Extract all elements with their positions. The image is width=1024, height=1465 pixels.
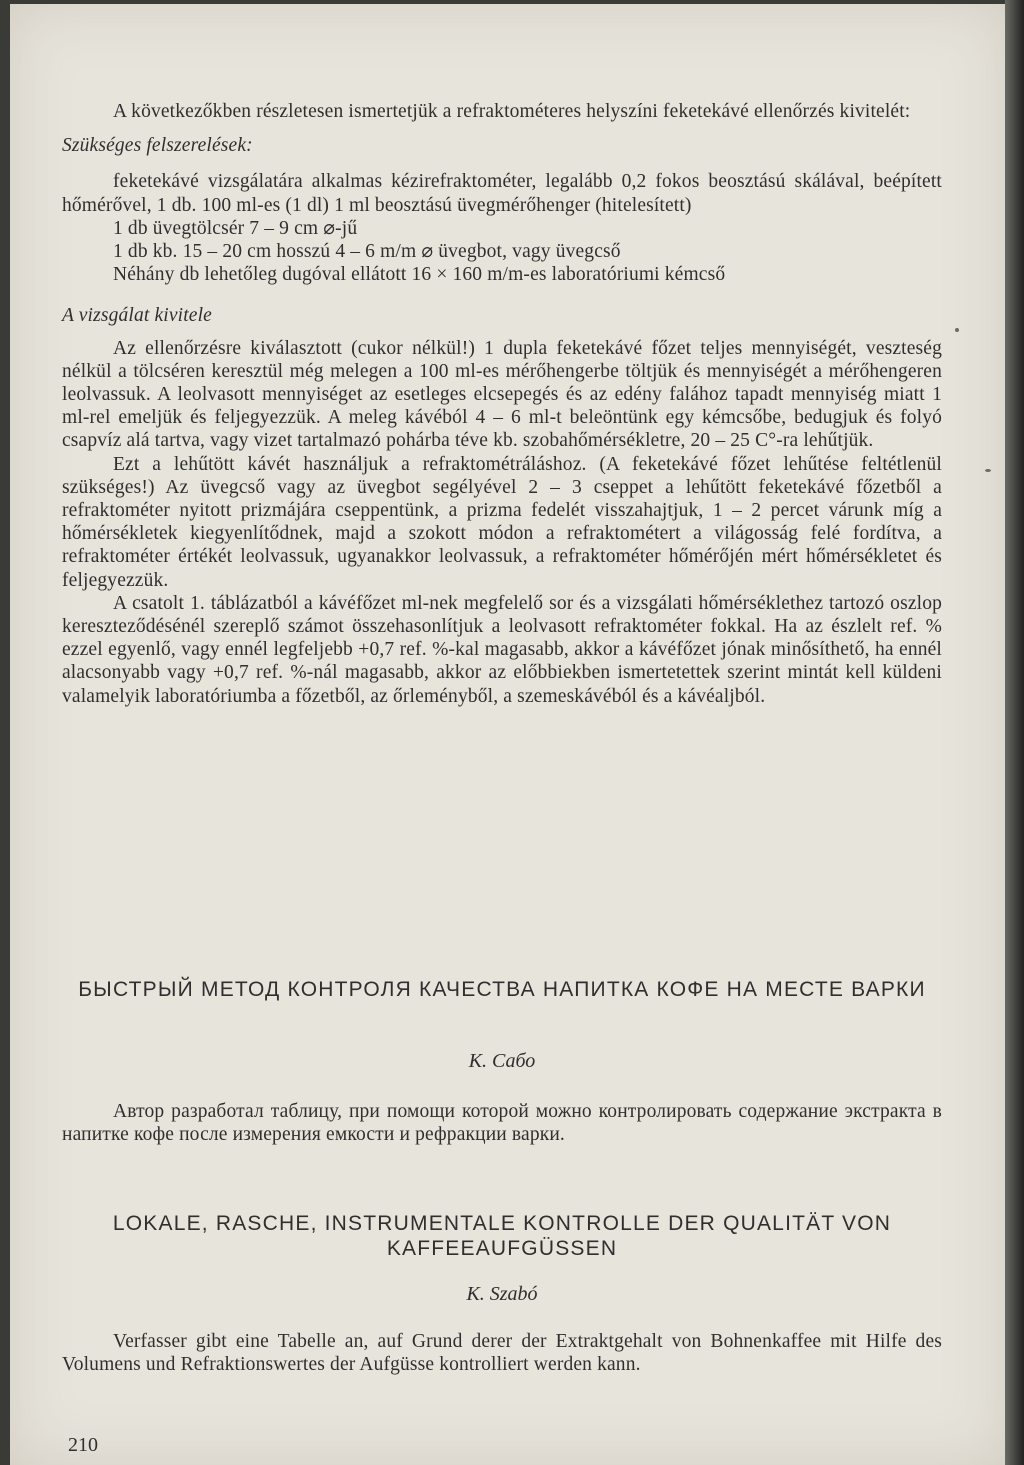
equipment-item-3: 1 db kb. 15 – 20 cm hosszú 4 – 6 m/m ⌀ üvegbot, vagy üvegcső [113,241,621,263]
german-abstract-text: Verfasser gibt eine Tabelle an, auf Grund derer der Extraktgehalt von Bohnenkaffee mit Hilfe des Volumens und Refraktionswertes der Aufgüsse kontrolliert werden kann. [62,1331,942,1376]
equipment-item-4: Néhány db lehetőleg dugóval ellátott 16 × 160 m/m-es laboratóriumi kémcső [113,264,726,286]
russian-title: БЫСТРЫЙ МЕТОД КОНТРОЛЯ КАЧЕСТВА НАПИТКА КОФЕ НА МЕСТЕ ВАРКИ [78,978,926,1001]
procedure-paragraph-1: Az ellenőrzésre kiválasztott (cukor nélkül!) 1 dupla feketekávé főzet teljes mennyiségét, veszteség nélkül a tölcséren keresztül még melegen a 100 ml-es mérőhengerbe töltjük és mennyiségét a mérőhengeren leolvassuk. A leolvasott mennyiséget az esetleges elcsepegés és az edény falához tapadt mennyiség miatt 1 ml-rel emeljük és feljegyezzük. A meleg kávéból 4 – 6 ml-t beleöntünk egy kémcsőbe, bedugjuk és folyó csapvíz alá tartva, vagy vizet tartalmazó pohárba téve kb. szobahőmérsékletre, 20 – 25 C°-ra lehűtjük. [62,337,942,452]
procedure-paragraph-3: A csatolt 1. táblázatból a kávéfőzet ml-nek megfelelő sor és a vizsgálati hőmérséklethez tartozó oszlop kereszteződésénél szereplő számot összehasonlítjuk a leolvasott refraktométer fokkal. Ha az észlelt ref. % ezzel egyenlő, vagy ennél legfeljebb +0,7 ref. %-kal magasabb, akkor a kávéfőzet jónak minősíthető, ha ennél alacsonyabb vagy +0,7 ref. %-nál magasabb, akkor az előbbiekben ismertetettek szerint mintát kell küldeni valamelyik laboratóriumba a főzetből, az őrleményből, a szemeskávéból és a kávéaljból. [62,592,942,707]
document-page [10,4,1005,1465]
page-number: 210 [68,1434,98,1456]
procedure-paragraph-2: Ezt a lehűtött kávét használjuk a refraktométráláshoz. (A feketekávé főzet lehűtése feltétlenül szükséges!) Az üvegcső vagy az üvegbot segélyével 2 – 3 cseppet a lehűtött feketekávé főzetből a refraktométer nyitott prizmájára cseppentünk, a prizma fedelét visszahajtjuk, 1 – 2 percet várunk míg a hőmérsékletek kiegyenlítődnek, majd a szokott módon a refraktométert a világosság felé fordítva, a refraktométer értékét leolvassuk, ugyanakkor leolvassuk, a refraktométer hőmérőjén mért hőmérsékletet és feljegyezzük. [62,453,942,591]
russian-abstract-text: Автор разработал таблицу, при помощи которой можно контролировать содержание экстракта в напитке кофе после измерения емкости и рефракции варки. [62,1101,942,1146]
german-author: K. Szabó [466,1283,538,1305]
print-speck [985,469,991,472]
equipment-item-2: 1 db üvegtölcsér 7 – 9 cm ⌀-jű [113,217,358,239]
german-title: LOKALE, RASCHE, INSTRUMENTALE KONTROLLE DER QUALITÄT VON KAFFEEAUFGÜSSEN [112,1212,892,1260]
russian-author: К. Сабо [468,1050,536,1072]
equipment-item-1: feketekávé vizsgálatára alkalmas kézirefraktométer, legalább 0,2 fokos beosztású skálával, beépített hőmérővel, 1 db. 100 ml-es (1 dl) 1 ml beosztású üvegmérőhenger (hitelesített) [62,171,942,216]
print-speck [955,328,959,332]
scan-border [1005,0,1024,1465]
russian-abstract [62,1100,942,1146]
equipment-heading: Szükséges felszerelések: [62,135,253,157]
german-abstract [62,1330,942,1376]
hungarian-section [62,100,942,708]
intro-paragraph: A következőkben részletesen ismertetjük a refraktométeres helyszíni feketekávé ellenőrzés kivitelét: [113,101,911,122]
procedure-heading: A vizsgálat kivitele [62,305,212,327]
